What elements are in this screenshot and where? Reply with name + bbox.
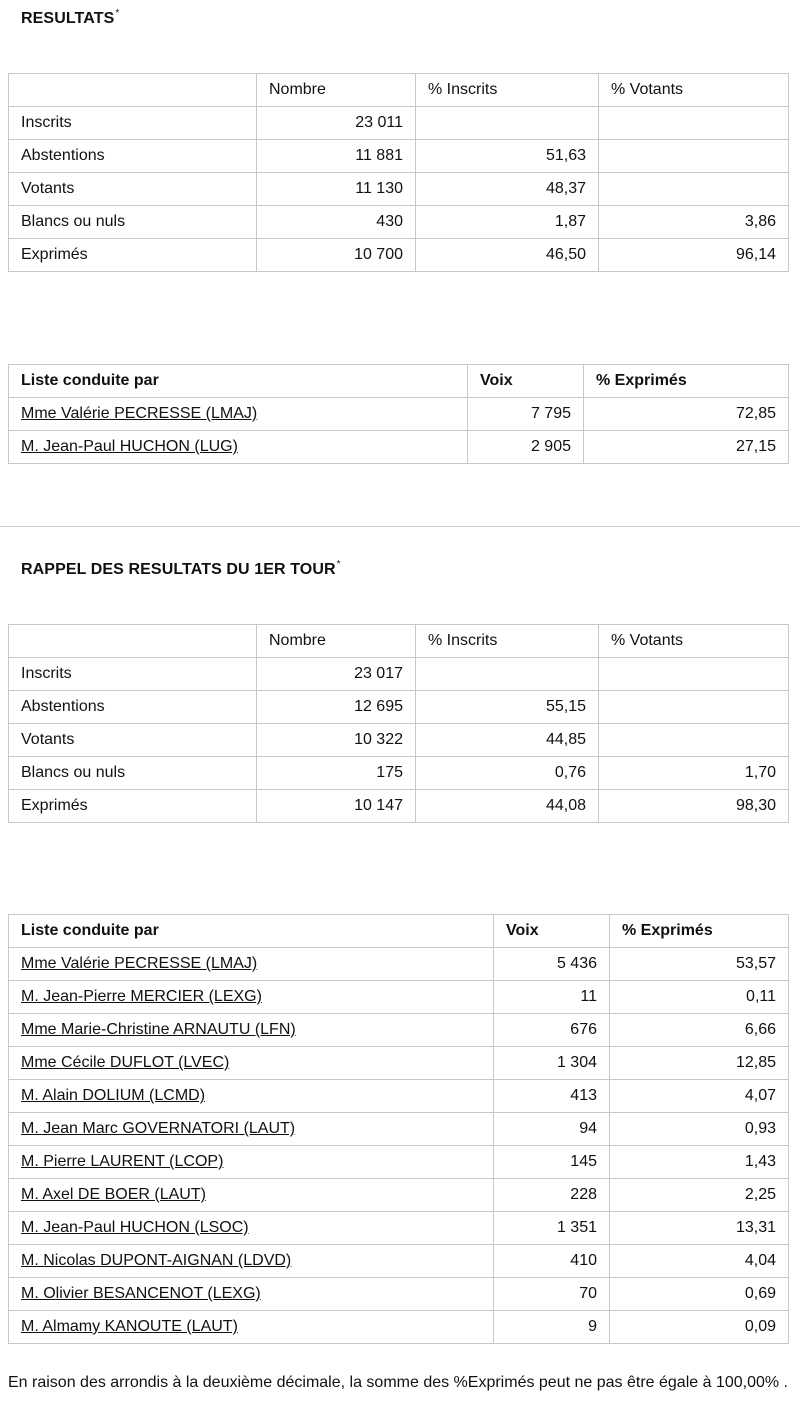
- candidate-cell: [9, 1080, 494, 1113]
- pct-votants-cell: [599, 173, 789, 206]
- table-row: [9, 398, 789, 431]
- header-pct-votants: % Votants: [599, 625, 789, 658]
- candidate-link[interactable]: Mme Valérie PECRESSE (LMAJ): [21, 405, 258, 422]
- candidate-link[interactable]: M. Almamy KANOUTE (LAUT): [21, 1318, 238, 1335]
- candidate-link[interactable]: M. Jean-Pierre MERCIER (LEXG): [21, 988, 262, 1005]
- table-row: [9, 948, 789, 981]
- header-row: [9, 625, 789, 658]
- header-voix: Voix: [494, 915, 610, 948]
- candidate-cell: [9, 1245, 494, 1278]
- pct-inscrits-cell: [416, 658, 599, 691]
- pct-votants-cell: [599, 107, 789, 140]
- candidate-cell: [9, 1311, 494, 1344]
- table-row: [9, 1080, 789, 1113]
- voix-cell: 70: [494, 1278, 610, 1311]
- header-nombre: Nombre: [257, 625, 416, 658]
- nombre-cell: 11 130: [257, 173, 416, 206]
- table-row: [9, 691, 789, 724]
- first-round-summary-table: [8, 624, 789, 823]
- section-divider: [0, 526, 800, 527]
- pct-inscrits-cell: 44,08: [416, 790, 599, 823]
- pct-votants-cell: 1,70: [599, 757, 789, 790]
- pct-votants-cell: [599, 724, 789, 757]
- voix-cell: 11: [494, 981, 610, 1014]
- voix-cell: 228: [494, 1179, 610, 1212]
- table-row: [9, 658, 789, 691]
- pct-exprimes-cell: 0,11: [610, 981, 789, 1014]
- table-row: [9, 239, 789, 272]
- header-row: [9, 74, 789, 107]
- header-nombre: Nombre: [257, 74, 416, 107]
- voix-cell: 9: [494, 1311, 610, 1344]
- pct-inscrits-cell: 0,76: [416, 757, 599, 790]
- pct-exprimes-cell: 4,07: [610, 1080, 789, 1113]
- header-pct-inscrits: % Inscrits: [416, 625, 599, 658]
- pct-exprimes-cell: 4,04: [610, 1245, 789, 1278]
- table-row: [9, 1245, 789, 1278]
- voix-cell: 413: [494, 1080, 610, 1113]
- pct-inscrits-cell: 55,15: [416, 691, 599, 724]
- voix-cell: 1 304: [494, 1047, 610, 1080]
- row-label: Abstentions: [9, 140, 257, 173]
- pct-votants-cell: 96,14: [599, 239, 789, 272]
- nombre-cell: 11 881: [257, 140, 416, 173]
- voix-cell: 94: [494, 1113, 610, 1146]
- header-pct-exprimes: % Exprimés: [584, 365, 789, 398]
- header-pct-votants: % Votants: [599, 74, 789, 107]
- pct-exprimes-cell: 6,66: [610, 1014, 789, 1047]
- header-blank: [9, 74, 257, 107]
- table-row: [9, 1179, 789, 1212]
- pct-exprimes-cell: 13,31: [610, 1212, 789, 1245]
- nombre-cell: 23 011: [257, 107, 416, 140]
- pct-exprimes-cell: 53,57: [610, 948, 789, 981]
- table-row: [9, 1113, 789, 1146]
- candidate-cell: [9, 1113, 494, 1146]
- table-row: [9, 724, 789, 757]
- table-row: [9, 1311, 789, 1344]
- candidate-cell: [9, 1179, 494, 1212]
- pct-inscrits-cell: 44,85: [416, 724, 599, 757]
- row-label: Abstentions: [9, 691, 257, 724]
- candidate-cell: [9, 1212, 494, 1245]
- candidate-link[interactable]: M. Olivier BESANCENOT (LEXG): [21, 1285, 261, 1302]
- rounding-footnote: En raison des arrondis à la deuxième décimale, la somme des %Exprimés peut ne pas être égale à 100,00% .: [8, 1374, 788, 1391]
- pct-votants-cell: [599, 140, 789, 173]
- table-row: [9, 173, 789, 206]
- candidate-cell: [9, 1146, 494, 1179]
- first-round-lists-table: [8, 914, 789, 1344]
- voix-cell: 2 905: [468, 431, 584, 464]
- candidate-cell: [9, 1047, 494, 1080]
- header-row: [9, 365, 789, 398]
- nombre-cell: 10 322: [257, 724, 416, 757]
- candidate-link[interactable]: Mme Cécile DUFLOT (LVEC): [21, 1054, 230, 1071]
- pct-exprimes-cell: 27,15: [584, 431, 789, 464]
- candidate-link[interactable]: M. Alain DOLIUM (LCMD): [21, 1087, 206, 1104]
- header-pct-inscrits: % Inscrits: [416, 74, 599, 107]
- table-row: [9, 1146, 789, 1179]
- candidate-link[interactable]: Mme Marie-Christine ARNAUTU (LFN): [21, 1021, 296, 1038]
- header-pct-exprimes: % Exprimés: [610, 915, 789, 948]
- pct-votants-cell: [599, 658, 789, 691]
- candidate-link[interactable]: M. Axel DE BOER (LAUT): [21, 1186, 206, 1203]
- row-label: Exprimés: [9, 790, 257, 823]
- table-row: [9, 981, 789, 1014]
- pct-exprimes-cell: 0,09: [610, 1311, 789, 1344]
- row-label: Votants: [9, 173, 257, 206]
- pct-inscrits-cell: 51,63: [416, 140, 599, 173]
- row-label: Exprimés: [9, 239, 257, 272]
- nombre-cell: 12 695: [257, 691, 416, 724]
- candidate-cell: [9, 948, 494, 981]
- nombre-cell: 430: [257, 206, 416, 239]
- pct-exprimes-cell: 2,25: [610, 1179, 789, 1212]
- pct-inscrits-cell: 1,87: [416, 206, 599, 239]
- table-row: [9, 790, 789, 823]
- pct-inscrits-cell: [416, 107, 599, 140]
- row-label: Inscrits: [9, 658, 257, 691]
- header-row: [9, 915, 789, 948]
- table-row: [9, 757, 789, 790]
- pct-exprimes-cell: 0,69: [610, 1278, 789, 1311]
- row-label: Inscrits: [9, 107, 257, 140]
- voix-cell: 145: [494, 1146, 610, 1179]
- voix-cell: 7 795: [468, 398, 584, 431]
- table-row: [9, 206, 789, 239]
- voix-cell: 5 436: [494, 948, 610, 981]
- results-footnote-marker: *: [115, 8, 120, 19]
- candidate-link[interactable]: M. Jean-Paul HUCHON (LUG): [21, 438, 238, 455]
- table-row: [9, 1212, 789, 1245]
- header-liste: Liste conduite par: [9, 365, 468, 398]
- candidate-link[interactable]: Mme Valérie PECRESSE (LMAJ): [21, 955, 258, 972]
- table-row: [9, 1278, 789, 1311]
- pct-exprimes-cell: 12,85: [610, 1047, 789, 1080]
- table-row: [9, 431, 789, 464]
- candidate-cell: [9, 981, 494, 1014]
- results-title: RESULTATS*: [21, 8, 120, 27]
- voix-cell: 676: [494, 1014, 610, 1047]
- voix-cell: 1 351: [494, 1212, 610, 1245]
- table-row: [9, 140, 789, 173]
- pct-exprimes-cell: 0,93: [610, 1113, 789, 1146]
- candidate-link[interactable]: M. Nicolas DUPONT-AIGNAN (LDVD): [21, 1252, 292, 1269]
- candidate-link[interactable]: M. Jean-Paul HUCHON (LSOC): [21, 1219, 249, 1236]
- table-row: [9, 1014, 789, 1047]
- pct-votants-cell: 98,30: [599, 790, 789, 823]
- pct-votants-cell: [599, 691, 789, 724]
- nombre-cell: 175: [257, 757, 416, 790]
- pct-exprimes-cell: 72,85: [584, 398, 789, 431]
- nombre-cell: 23 017: [257, 658, 416, 691]
- pct-exprimes-cell: 1,43: [610, 1146, 789, 1179]
- nombre-cell: 10 147: [257, 790, 416, 823]
- pct-inscrits-cell: 48,37: [416, 173, 599, 206]
- first-round-footnote-marker: *: [336, 559, 341, 570]
- nombre-cell: 10 700: [257, 239, 416, 272]
- voix-cell: 410: [494, 1245, 610, 1278]
- header-liste: Liste conduite par: [9, 915, 494, 948]
- header-blank: [9, 625, 257, 658]
- table-row: [9, 107, 789, 140]
- row-label: Blancs ou nuls: [9, 757, 257, 790]
- row-label: Blancs ou nuls: [9, 206, 257, 239]
- candidate-cell: [9, 431, 468, 464]
- candidate-link[interactable]: M. Pierre LAURENT (LCOP): [21, 1153, 224, 1170]
- candidate-cell: [9, 1014, 494, 1047]
- candidate-cell: [9, 1278, 494, 1311]
- row-label: Votants: [9, 724, 257, 757]
- candidate-link[interactable]: M. Jean Marc GOVERNATORI (LAUT): [21, 1120, 296, 1137]
- pct-inscrits-cell: 46,50: [416, 239, 599, 272]
- candidate-cell: [9, 398, 468, 431]
- header-voix: Voix: [468, 365, 584, 398]
- results-lists-table: [8, 364, 789, 464]
- table-row: [9, 1047, 789, 1080]
- results-summary-table: [8, 73, 789, 272]
- first-round-title: RAPPEL DES RESULTATS DU 1ER TOUR*: [21, 559, 341, 578]
- pct-votants-cell: 3,86: [599, 206, 789, 239]
